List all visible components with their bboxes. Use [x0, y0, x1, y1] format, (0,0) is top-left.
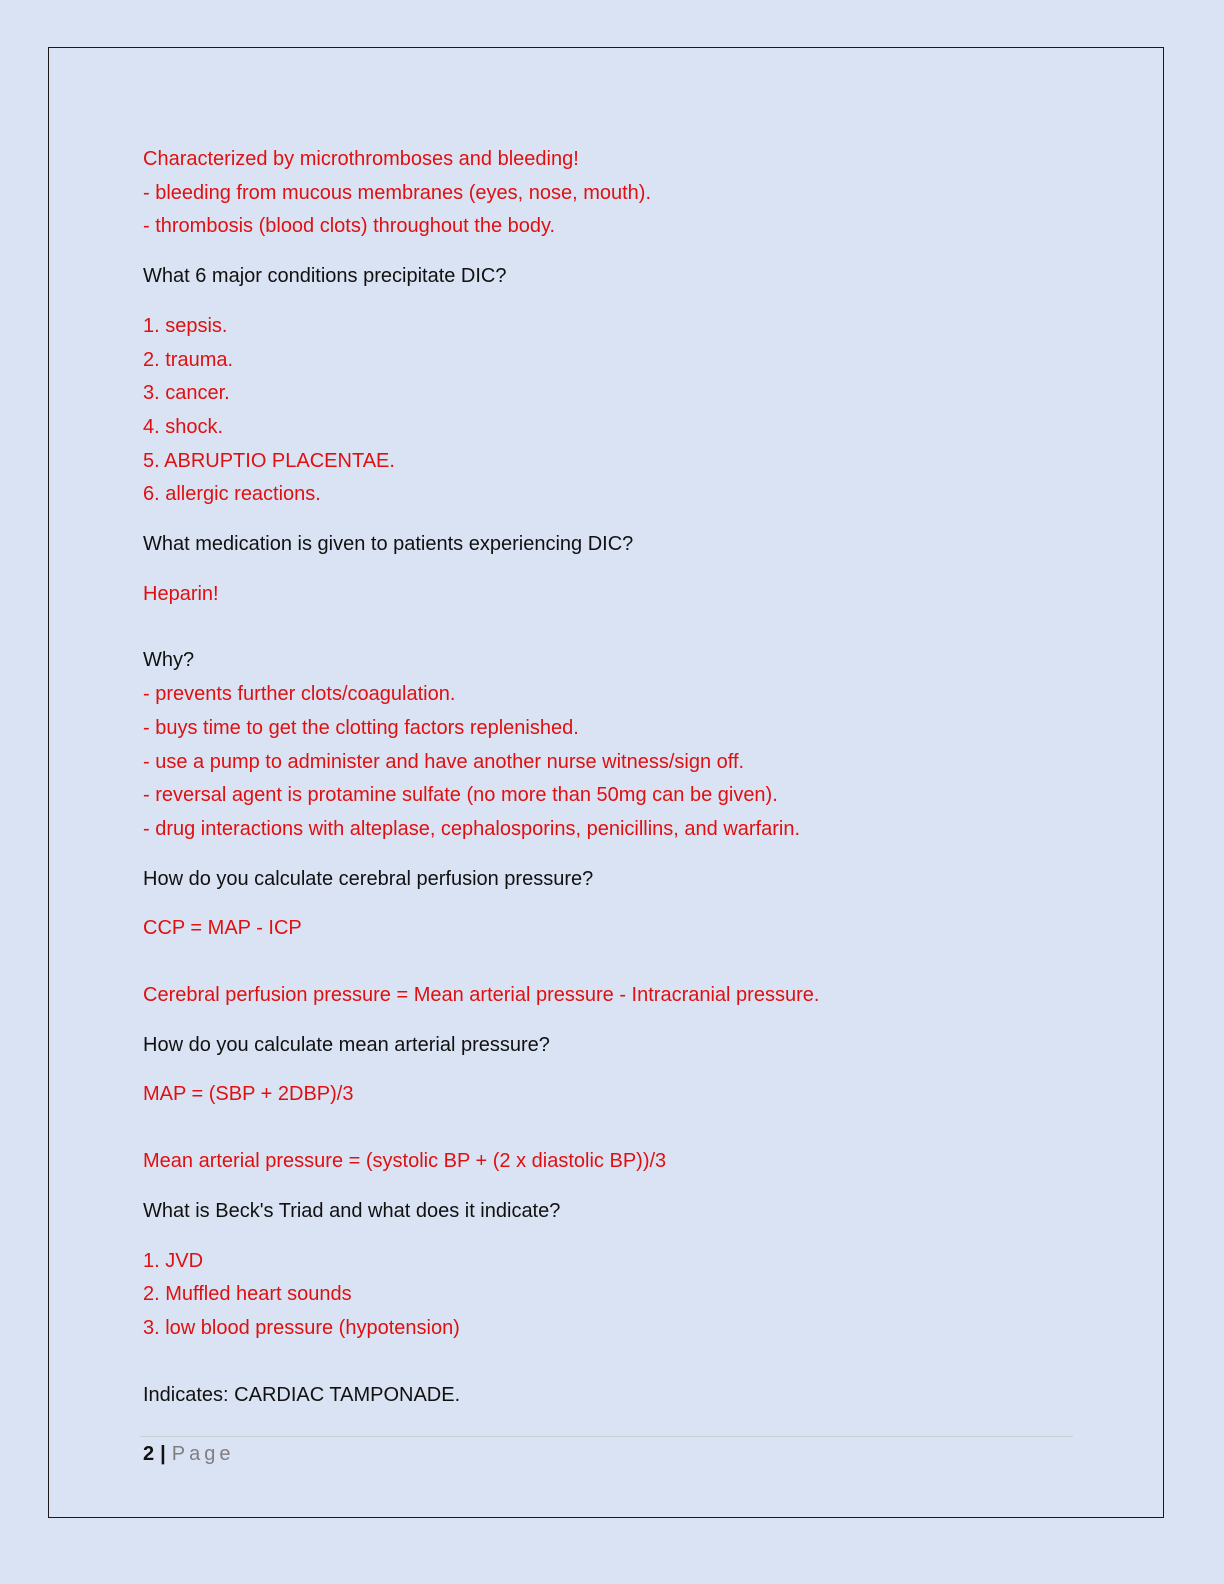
- answer-map-formula: MAP = (SBP + 2DBP)/3: [143, 1083, 354, 1106]
- list-item: - buys time to get the clotting factors replenished.: [143, 716, 579, 739]
- list-item: 2. trauma.: [143, 348, 234, 371]
- becks-triad-indicates: Indicates: CARDIAC TAMPONADE.: [143, 1383, 461, 1406]
- list-item: 1. sepsis.: [143, 314, 228, 337]
- footer-divider: [140, 1436, 1073, 1437]
- page-footer: [143, 1440, 234, 1468]
- list-item: - prevents further clots/coagulation.: [143, 683, 456, 706]
- question-cpp: How do you calculate cerebral perfusion pressure?: [143, 867, 594, 890]
- intro-line: - thrombosis (blood clots) throughout the body.: [143, 215, 556, 238]
- document-body: [143, 143, 1083, 1412]
- list-item: 3. low blood pressure (hypotension): [143, 1316, 460, 1339]
- intro-block: [143, 143, 1083, 244]
- answer-becks-triad: [143, 1245, 1083, 1346]
- list-item: - reversal agent is protamine sulfate (no more than 50mg can be given).: [143, 784, 778, 807]
- why-list: [143, 678, 1083, 847]
- list-item: - use a pump to administer and have another nurse witness/sign off.: [143, 750, 745, 773]
- page-number: 2: [143, 1443, 155, 1465]
- list-item: 4. shock.: [143, 415, 224, 438]
- footer-separator: |: [160, 1443, 166, 1465]
- answer-dic-medication: Heparin!: [143, 582, 219, 605]
- list-item: 3. cancer.: [143, 382, 230, 405]
- list-item: 1. JVD: [143, 1249, 204, 1272]
- question-becks-triad: What is Beck's Triad and what does it indicate?: [143, 1199, 561, 1222]
- intro-line: - bleeding from mucous membranes (eyes, nose, mouth).: [143, 181, 651, 204]
- answer-dic-conditions: [143, 310, 1083, 512]
- page-word: Page: [171, 1443, 235, 1465]
- answer-map-expanded: Mean arterial pressure = (systolic BP + (2 x diastolic BP))/3: [143, 1150, 667, 1173]
- intro-line: Characterized by microthromboses and bleeding!: [143, 148, 579, 170]
- question-dic-medication: What medication is given to patients experiencing DIC?: [143, 533, 634, 556]
- list-item: - drug interactions with alteplase, cephalosporins, penicillins, and warfarin.: [143, 817, 801, 840]
- why-label: Why?: [143, 649, 195, 672]
- answer-cpp-formula: CCP = MAP - ICP: [143, 917, 302, 940]
- question-dic-conditions: What 6 major conditions precipitate DIC?: [143, 265, 507, 288]
- question-map: How do you calculate mean arterial pressure?: [143, 1033, 550, 1056]
- list-item: 2. Muffled heart sounds: [143, 1283, 352, 1306]
- list-item: 5. ABRUPTIO PLACENTAE.: [143, 449, 395, 472]
- answer-cpp-expanded: Cerebral perfusion pressure = Mean arterial pressure - Intracranial pressure.: [143, 984, 820, 1007]
- list-item: 6. allergic reactions.: [143, 483, 321, 506]
